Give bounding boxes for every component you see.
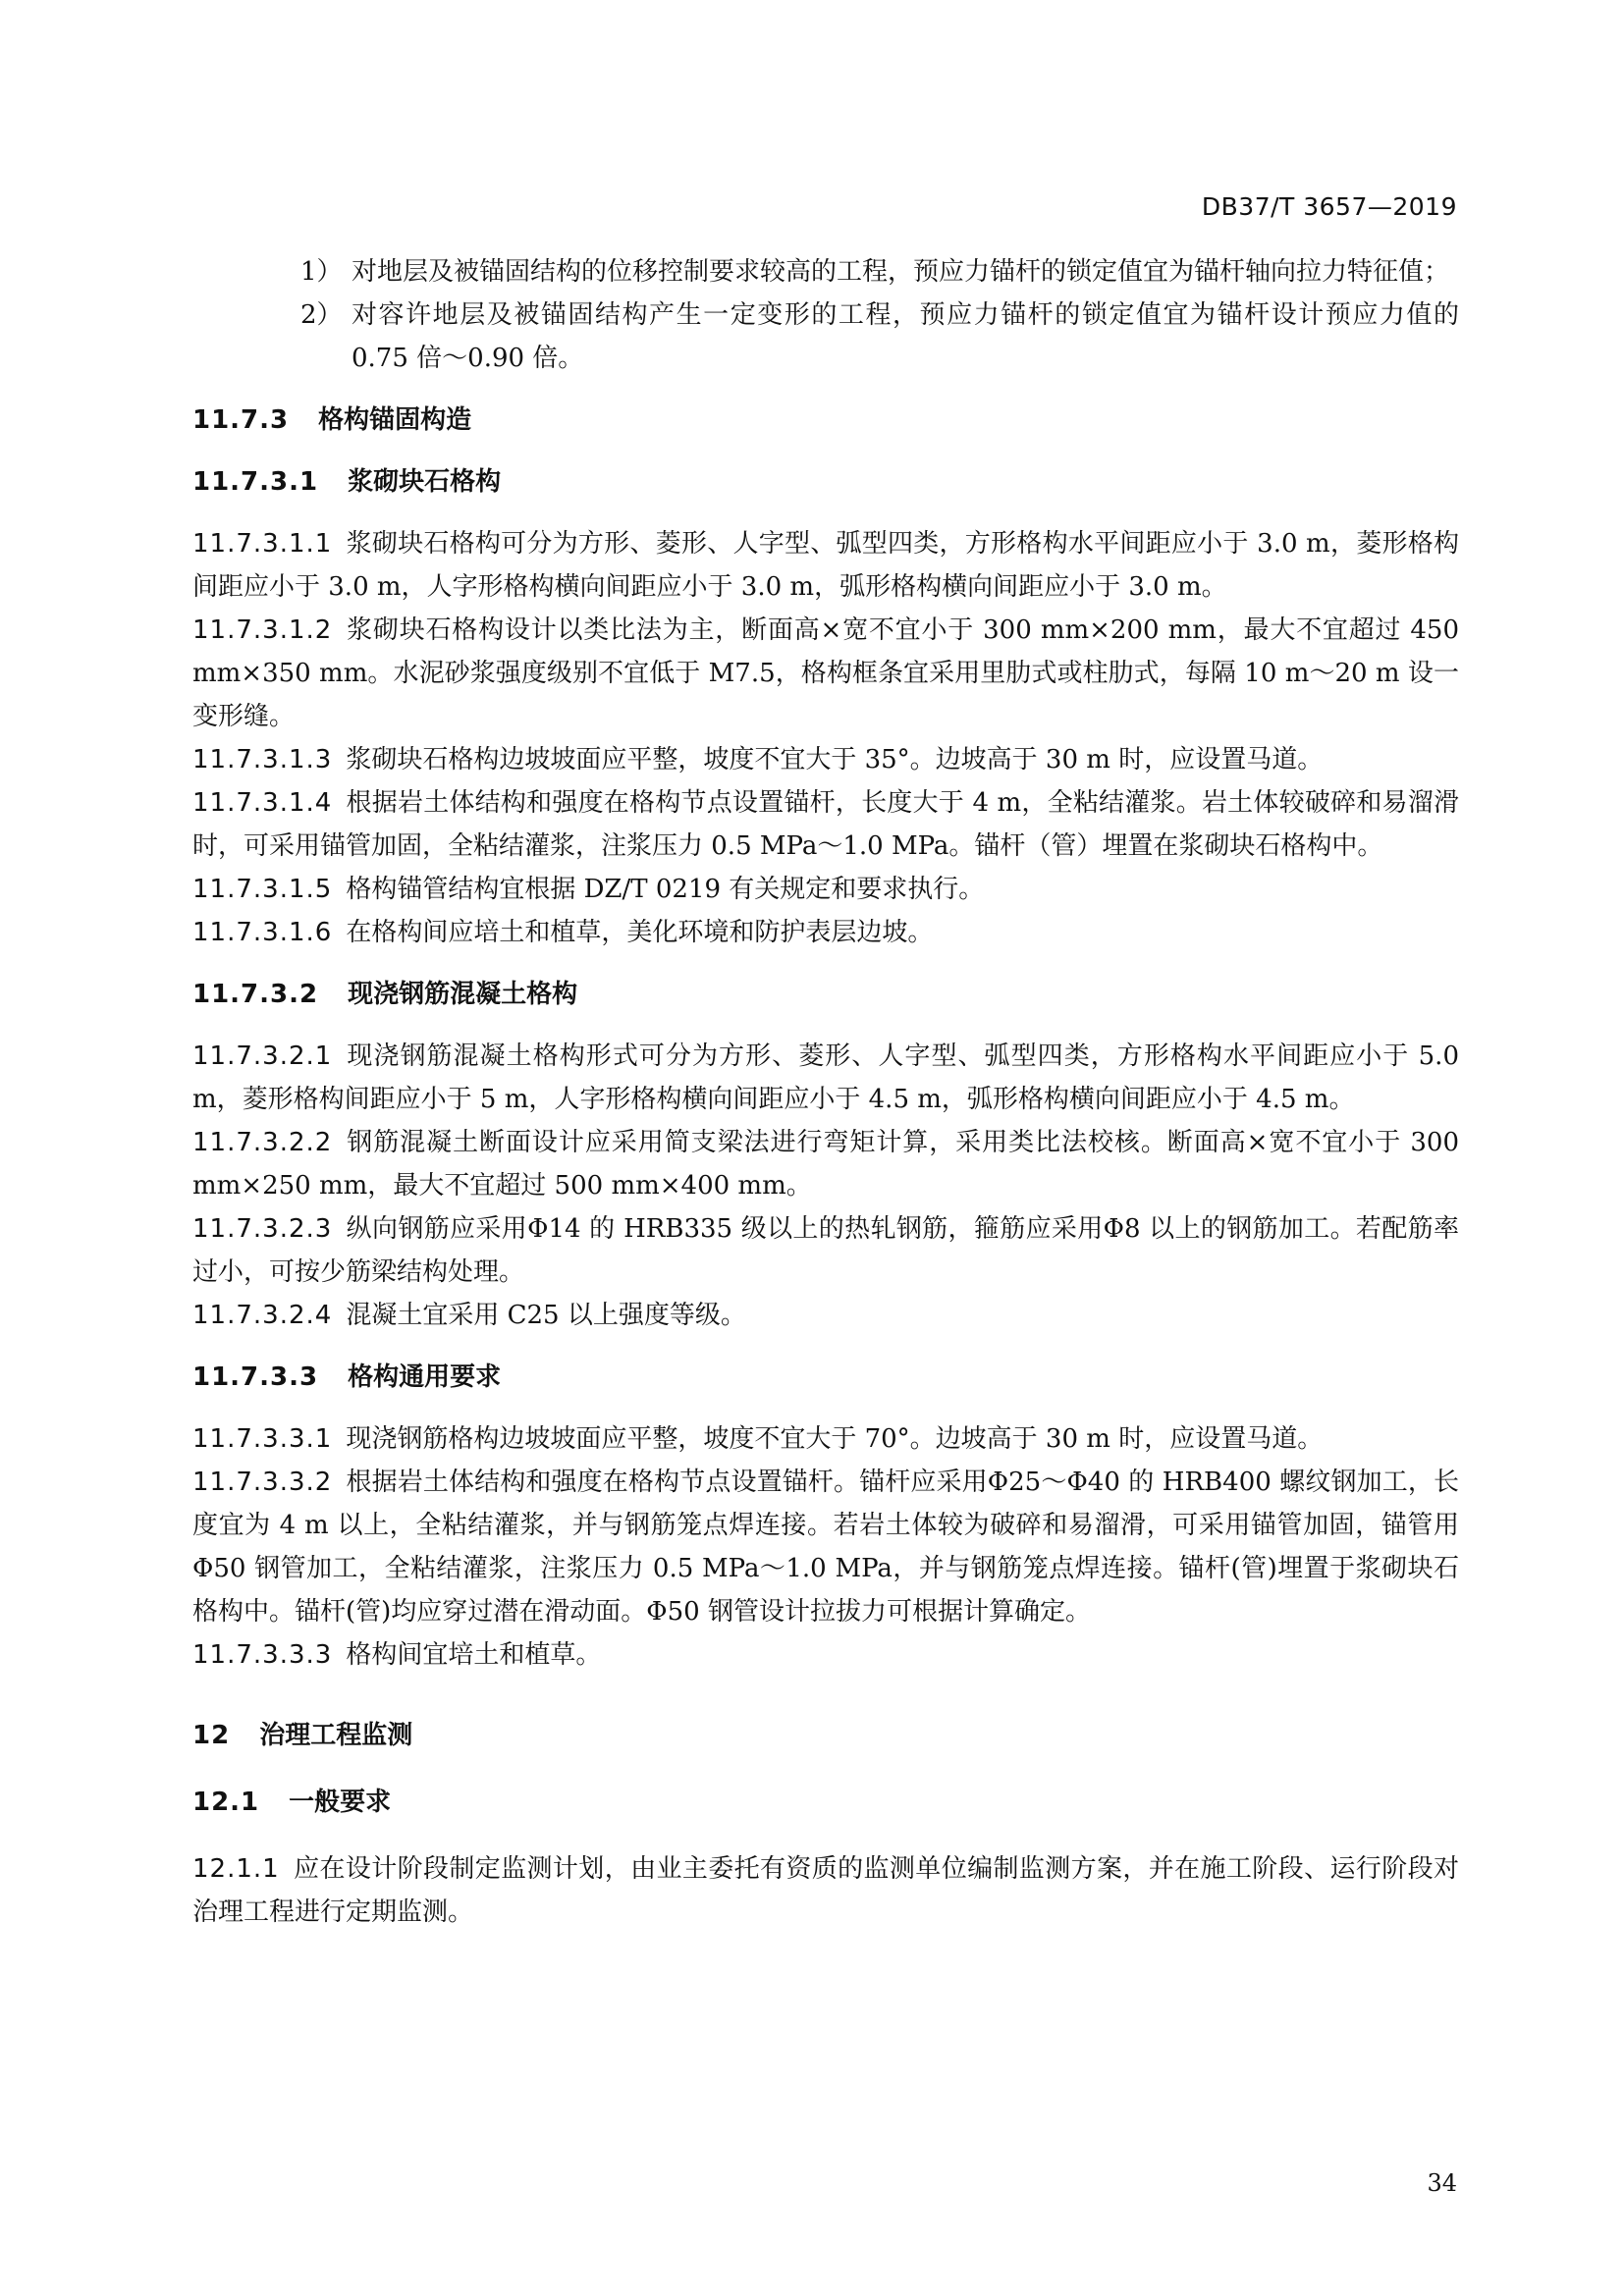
clause-paragraph [192,609,1459,738]
clause-paragraph [192,1035,1459,1121]
page-content [192,250,1459,1934]
section-number: 11.7.3.3 [192,1362,319,1392]
clause-paragraph [192,1207,1459,1294]
clause-paragraph [192,781,1459,868]
chapter-heading-12 [192,1714,1459,1757]
page-number: 34 [1427,2169,1457,2197]
clause-number: 11.7.3.3.2 [192,1468,333,1497]
clause-group [192,522,1459,954]
section-heading-12-1 [192,1781,1459,1824]
clause-text: 在格构间应培土和植草，美化环境和防护表层边坡。 [346,918,934,947]
list-marker: 1） [300,257,343,287]
section-number: 12.1 [192,1788,260,1817]
clause-number: 11.7.3.1.3 [192,745,333,774]
clause-paragraph [192,1847,1459,1934]
clause-paragraph [192,1633,1459,1677]
clause-paragraph [192,1417,1459,1461]
section-title: 格构锚固构造 [318,405,472,435]
list-item [192,294,1459,380]
clause-number: 11.7.3.1.1 [192,529,333,559]
clause-number: 11.7.3.2.1 [192,1041,333,1071]
section-title: 一般要求 [289,1788,392,1817]
section-heading-11-7-3-2 [192,973,1459,1016]
section-title: 格构通用要求 [348,1362,502,1392]
list-text: 对容许地层及被锚固结构产生一定变形的工程，预应力锚杆的锁定值宜为锚杆设计预应力值的 0.75 倍～0.90 倍。 [352,300,1459,373]
section-heading-11-7-3-1 [192,460,1459,504]
clause-paragraph [192,1461,1459,1633]
list-text: 对地层及被锚固结构的位移控制要求较高的工程，预应力锚杆的锁定值宜为锚杆轴向拉力特征值； [352,257,1450,287]
clause-text: 格构锚管结构宜根据 DZ/T 0219 有关规定和要求执行。 [346,875,985,904]
document-code: DB37/T 3657—2019 [1201,192,1457,221]
clause-number: 11.7.3.1.2 [192,615,333,645]
section-title: 现浇钢筋混凝土格构 [348,980,578,1009]
clause-text: 浆砌块石格构边坡坡面应平整，坡度不宜大于 35°。边坡高于 30 m 时，应设置马道。 [346,745,1324,774]
clause-text: 根据岩土体结构和强度在格构节点设置锚杆。锚杆应采用Φ25～Φ40 的 HRB400 螺纹钢加工，长度宜为 4 m 以上，全粘结灌浆，并与钢筋笼点焊连接。若岩土体较为破碎和易溜滑，可采用锚管加固，锚管用Φ50 钢管加工，全粘结灌浆，注浆压力 0.5 MPa～1.0 MPa，并与钢筋笼点焊连接。锚杆(管)埋置于浆砌块石格构中。锚杆(管)均应穿过潜在滑动面。Φ50 钢管设计拉拔力可根据计算确定。 [192,1468,1459,1627]
clause-group [192,1847,1459,1934]
clause-text: 浆砌块石格构可分为方形、菱形、人字型、弧型四类，方形格构水平间距应小于 3.0 m，菱形格构间距应小于 3.0 m，人字形格构横向间距应小于 3.0 m，弧形格构横向间距应小于 3.0 m。 [192,529,1459,602]
clause-text: 格构间宜培土和植草。 [346,1640,602,1670]
clause-number: 11.7.3.1.4 [192,788,333,818]
clause-paragraph [192,1294,1459,1337]
chapter-title: 治理工程监测 [259,1721,413,1750]
list-item [192,250,1459,294]
clause-number: 11.7.3.2.4 [192,1301,333,1330]
clause-text: 应在设计阶段制定监测计划，由业主委托有资质的监测单位编制监测方案，并在施工阶段、运行阶段对治理工程进行定期监测。 [192,1854,1459,1927]
clause-text: 根据岩土体结构和强度在格构节点设置锚杆，长度大于 4 m，全粘结灌浆。岩土体较破碎和易溜滑时，可采用锚管加固，全粘结灌浆，注浆压力 0.5 MPa～1.0 MPa。锚杆（管）埋置在浆砌块石格构中。 [192,788,1459,861]
clause-text: 现浇钢筋格构边坡坡面应平整，坡度不宜大于 70°。边坡高于 30 m 时，应设置马道。 [346,1424,1324,1454]
clause-paragraph [192,911,1459,954]
clause-text: 混凝土宜采用 C25 以上强度等级。 [346,1301,746,1330]
section-heading-11-7-3 [192,399,1459,442]
section-number: 11.7.3.2 [192,980,319,1009]
clause-paragraph [192,522,1459,609]
clause-number: 11.7.3.3.3 [192,1640,333,1670]
clause-number: 11.7.3.3.1 [192,1424,333,1454]
clause-number: 11.7.3.2.3 [192,1214,333,1244]
clause-text: 纵向钢筋应采用Φ14 的 HRB335 级以上的热轧钢筋，箍筋应采用Φ8 以上的钢筋加工。若配筋率过小，可按少筋梁结构处理。 [192,1214,1459,1287]
clause-paragraph [192,868,1459,911]
clause-number: 11.7.3.1.5 [192,875,333,904]
clause-group [192,1035,1459,1337]
clause-paragraph [192,1121,1459,1207]
clause-text: 钢筋混凝土断面设计应采用简支梁法进行弯矩计算，采用类比法校核。断面高×宽不宜小于 300 mm×250 mm，最大不宜超过 500 mm×400 mm。 [192,1128,1459,1201]
section-number: 11.7.3 [192,405,290,435]
clause-text: 浆砌块石格构设计以类比法为主，断面高×宽不宜小于 300 mm×200 mm，最大不宜超过 450 mm×350 mm。水泥砂浆强度级别不宜低于 M7.5，格构框条宜采用里肋式或柱肋式，每隔 10 m～20 m 设一变形缝。 [192,615,1459,731]
list-marker: 2） [300,300,343,330]
clause-number: 12.1.1 [192,1854,280,1884]
clause-number: 11.7.3.1.6 [192,918,333,947]
section-title: 浆砌块石格构 [348,467,502,497]
clause-group [192,1417,1459,1677]
section-number: 11.7.3.1 [192,467,319,497]
clause-text: 现浇钢筋混凝土格构形式可分为方形、菱形、人字型、弧型四类，方形格构水平间距应小于 5.0 m，菱形格构间距应小于 5 m，人字形格构横向间距应小于 4.5 m，弧形格构横向间距应小于 4.5 m。 [192,1041,1459,1114]
chapter-number: 12 [192,1721,231,1750]
clause-paragraph [192,738,1459,781]
section-heading-11-7-3-3 [192,1356,1459,1399]
clause-number: 11.7.3.2.2 [192,1128,333,1157]
